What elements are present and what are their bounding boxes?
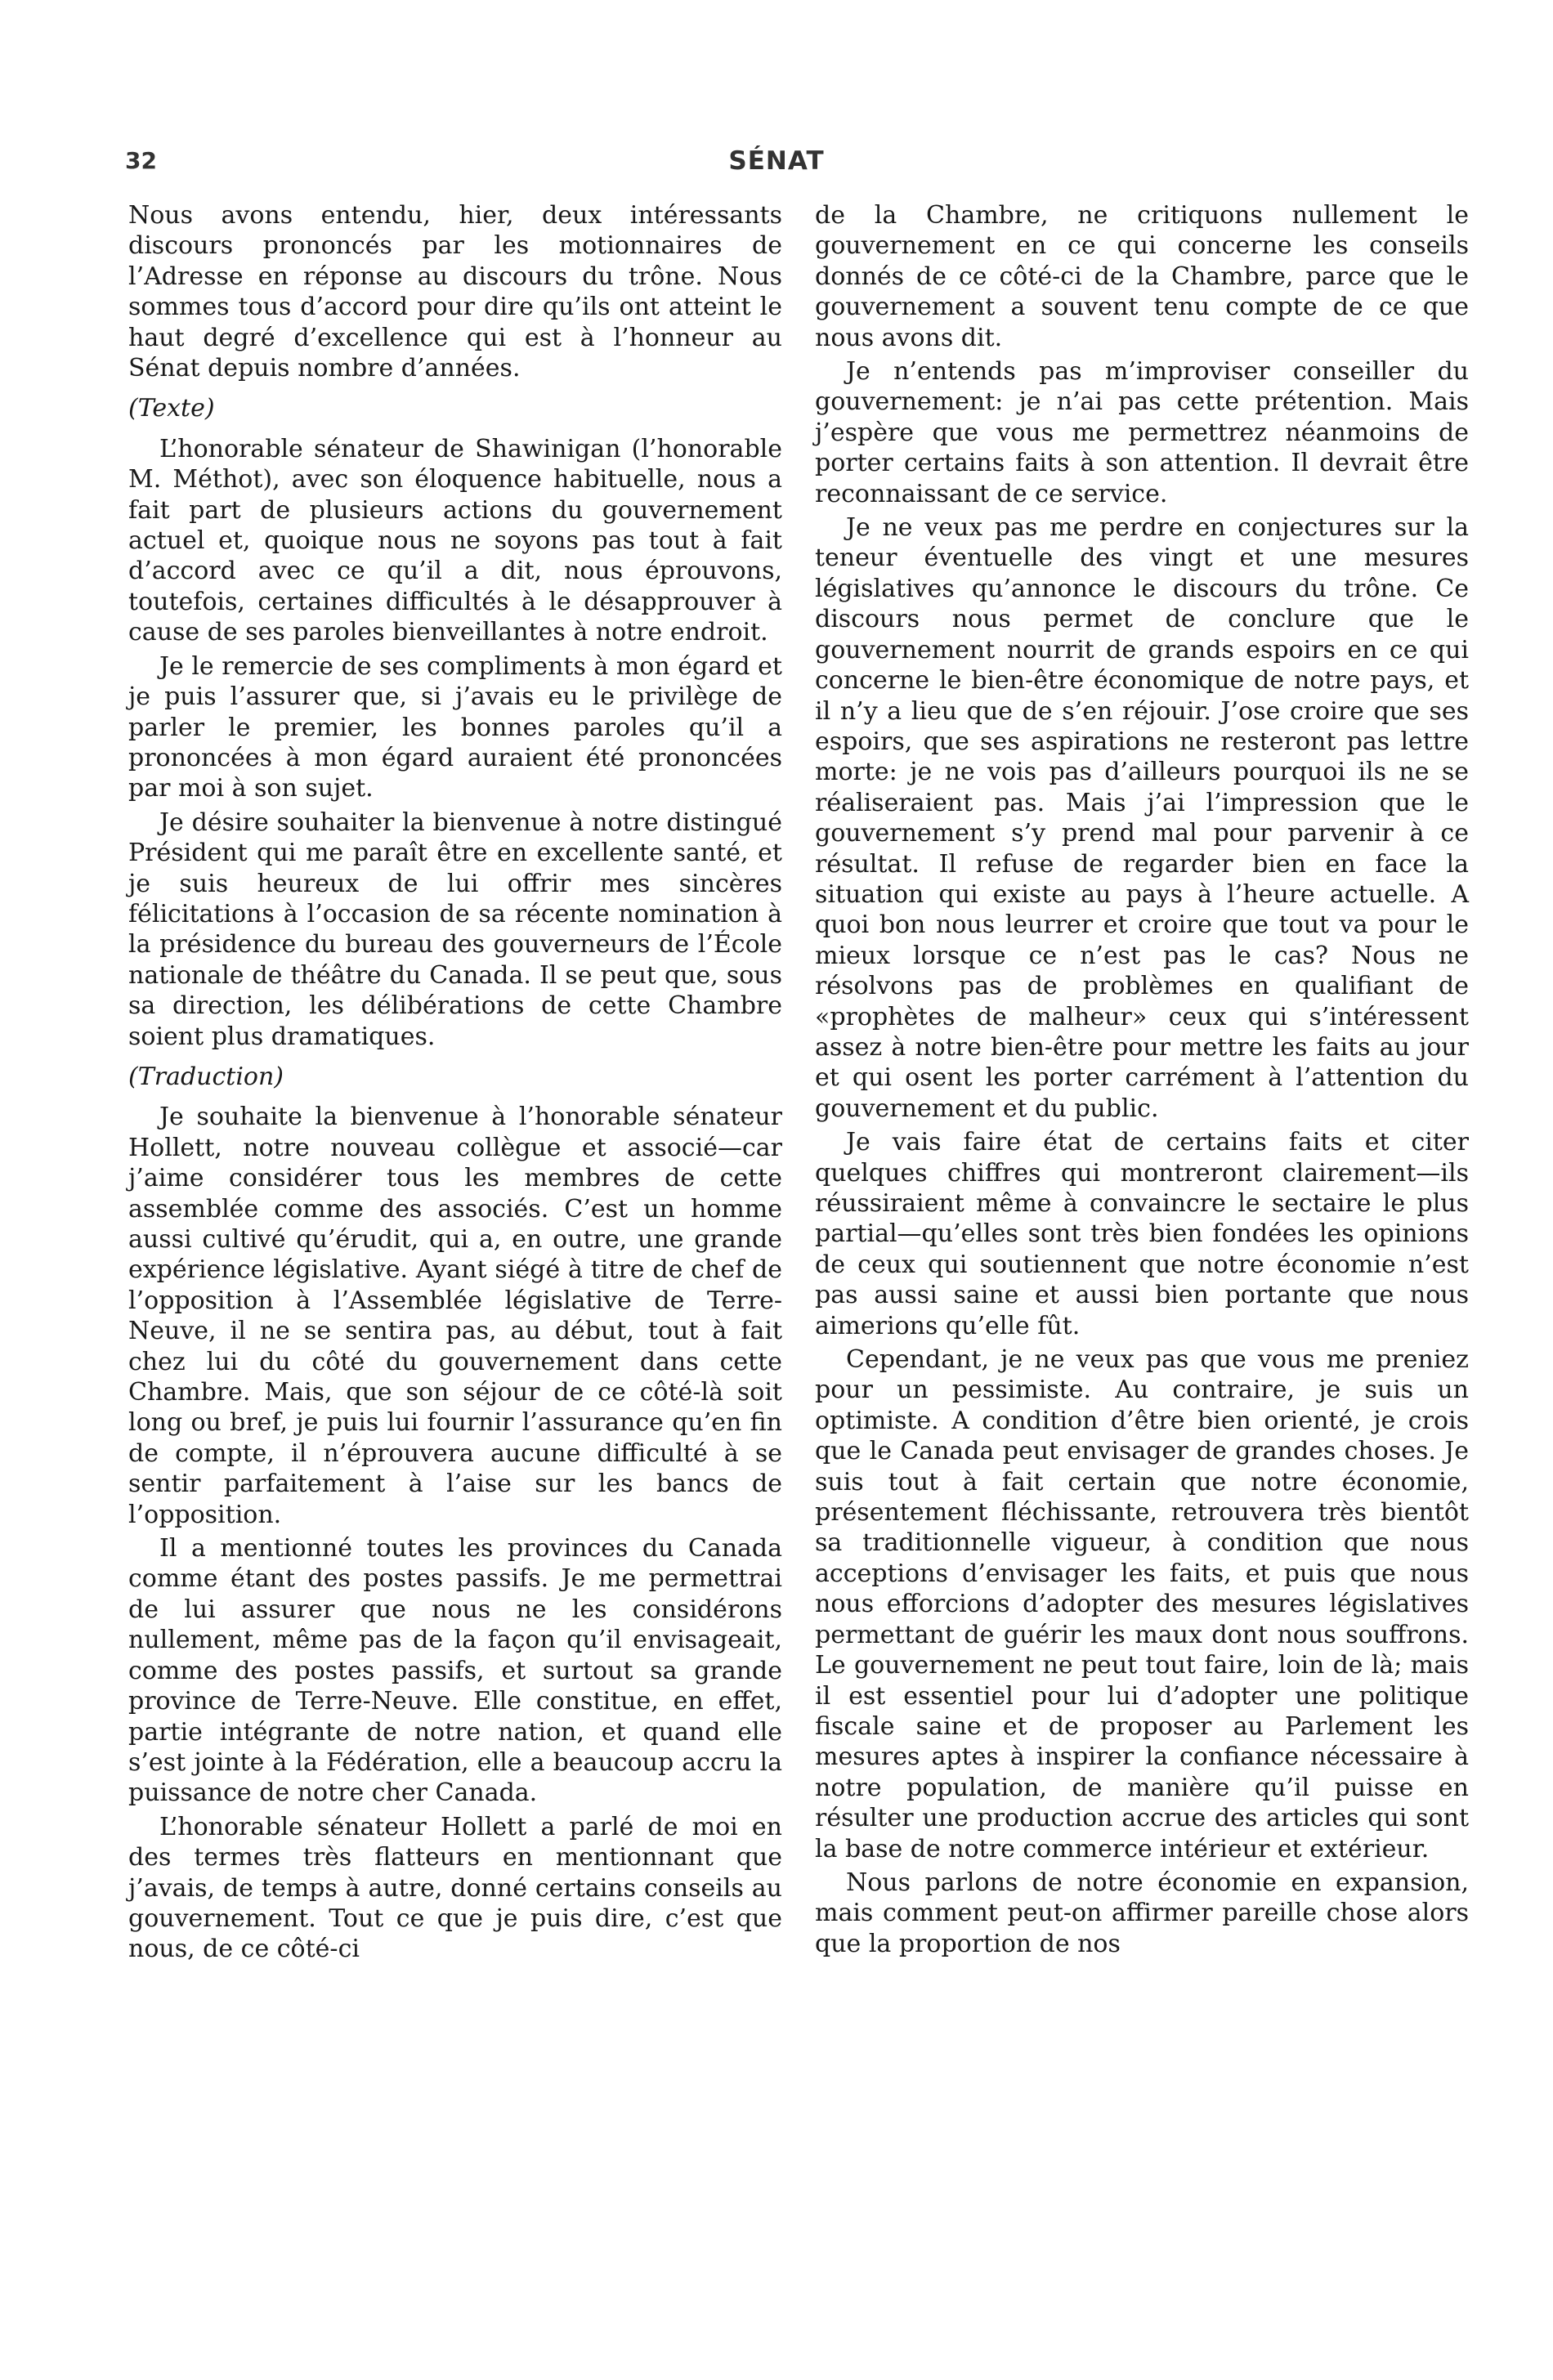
paragraph: de la Chambre, ne critiquons nullement le gouvernement en ce qui concerne les conseils donnés de ce côté-ci de la Chambre, parce que le gouvernement a souvent tenu compte de ce que nous avons dit. [815, 201, 1469, 352]
paragraph: Cependant, je ne veux pas que vous me preniez pour un pessimiste. Au contraire, je suis un optimiste. A condition d’être bien orienté, je crois que le Canada peut envisager de grandes choses. Je suis tout à fait certain que notre économie, présentement fléchissante, retrouvera très bientôt sa traditionnelle vigueur, à condition que nous acceptions d’envisager les faits, et puis que nous nous efforcions d’adopter des mesures législatives permettant de guérir les maux dont nous souffrons. Le gouvernement ne peut tout faire, loin de là; mais il est essentiel pour lui d’adopter une politique fiscale saine et de proposer au Parlement les mesures aptes à inspirer la confiance nécessaire à notre population, de manière qu’il puisse en résulter une production accrue des articles qui sont la base de notre commerce intérieur et extérieur. [815, 1345, 1469, 1863]
running-title: SÉNAT [728, 146, 825, 176]
paragraph: Il a mentionné toutes les provinces du Canada comme étant des postes passifs. Je me permettrai de lui assurer que nous ne les considérons nullement, même pas de la façon qu’il envisageait, comme des postes passifs, et surtout sa grande province de Terre-Neuve. Elle constitue, en effet, partie intégrante de notre nation, et quand elle s’est jointe à la Fédération, elle a beaucoup accru la puissance de notre cher Canada. [128, 1534, 782, 1808]
right-column [815, 200, 1469, 1962]
page-header [0, 141, 1553, 181]
page-number: 32 [125, 147, 157, 174]
paragraph: Je souhaite la bienvenue à l’honorable sénateur Hollett, notre nouveau collègue et associé—car j’aime considérer tous les membres de cette assemblée comme des associés. C’est un homme aussi cultivé qu’érudit, qui a, en outre, une grande expérience législative. Ayant siégé à titre de chef de l’opposition à l’Assemblée législative de Terre-Neuve, il ne se sentira pas, au début, tout à fait chez lui du côté du gouvernement dans cette Chambre. Mais, que son séjour de ce côté-là soit long ou bref, je puis lui fournir l’assurance qu’en fin de compte, il n’éprouvera aucune difficulté à se sentir parfaitement à l’aise sur les bancs de l’opposition. [128, 1103, 782, 1529]
paragraph: Nous avons entendu, hier, deux intéressants discours prononcés par les motionnaires de l’Adresse en réponse au discours du trône. Nous sommes tous d’accord pour dire qu’ils ont atteint le haut degré d’excellence qui est à l’honneur au Sénat depuis nombre d’années. [128, 201, 782, 383]
paragraph: Je désire souhaiter la bienvenue à notre distingué Président qui me paraît être en excellente santé, et je suis heureux de lui offrir mes sincères félicitations à l’occasion de sa récente nomination à la présidence du bureau des gouverneurs de l’École nationale de théâtre du Canada. Il se peut que, sous sa direction, les délibérations de cette Chambre soient plus dramatiques. [128, 808, 782, 1051]
language-marker: (Texte) [128, 394, 215, 423]
paragraph: L’honorable sénateur Hollett a parlé de moi en des termes très flatteurs en mentionnant que j’avais, de temps à autre, donné certains conseils au gouvernement. Tout ce que je puis dire, c’est que nous, de ce côté-ci [128, 1812, 782, 1964]
paragraph: Je vais faire état de certains faits et citer quelques chiffres qui montreront clairement—ils réussiraient même à convaincre le sectaire le plus partial—qu’elles sont très bien fondées les opinions de ceux qui soutiennent que notre économie n’est pas aussi saine et aussi bien portante que nous aimerions qu’elle fût. [815, 1128, 1469, 1340]
paragraph: Je ne veux pas me perdre en conjectures sur la teneur éventuelle des vingt et une mesures législatives qu’annonce le discours du trône. Ce discours nous permet de conclure que le gouvernement nourrit de grands espoirs en ce qui concerne le bien-être économique de notre pays, et il n’y a lieu que de s’en réjouir. J’ose croire que ses espoirs, que ses aspirations ne resteront pas lettre morte: je ne vois pas d’ailleurs pourquoi ils ne se réaliseraient pas. Mais j’ai l’impression que le gouvernement s’y prend mal pour parvenir à ce résultat. Il refuse de regarder bien en face la situation qui existe au pays à l’heure actuelle. A quoi bon nous leurrer et croire que tout va pour le mieux lorsque ce n’est pas le cas? Nous ne résolvons pas de problèmes en qualifiant de «prophètes de malheur» ceux qui s’intéressent assez à notre bien-être pour mettre les faits au jour et qui osent les porter carrément à l’attention du gouvernement et du public. [815, 513, 1469, 1123]
paragraph: Je le remercie de ses compliments à mon égard et je puis l’assurer que, si j’avais eu le privilège de parler le premier, les bonnes paroles qu’il a prononcées à mon égard auraient été prononcées par moi à son sujet. [128, 651, 782, 803]
language-marker: (Traduction) [128, 1062, 284, 1091]
left-column [128, 200, 782, 1968]
paragraph: Je n’entends pas m’improviser conseiller du gouvernement: je n’ai pas cette prétention. Mais j’espère que vous me permettrez néanmoins de porter certains faits à son attention. Il devrait être reconnaissant de ce service. [815, 357, 1469, 508]
paragraph: L’honorable sénateur de Shawinigan (l’honorable M. Méthot), avec son éloquence habituelle, nous a fait part de plusieurs actions du gouvernement actuel et, quoique nous ne soyons pas tout à fait d’accord avec ce qu’il a dit, nous éprouvons, toutefois, certaines difficultés à le désapprouver à cause de ses paroles bienveillantes à notre endroit. [128, 434, 782, 647]
paragraph: Nous parlons de notre économie en expansion, mais comment peut-on affirmer pareille chose alors que la proportion de nos [815, 1868, 1469, 1958]
